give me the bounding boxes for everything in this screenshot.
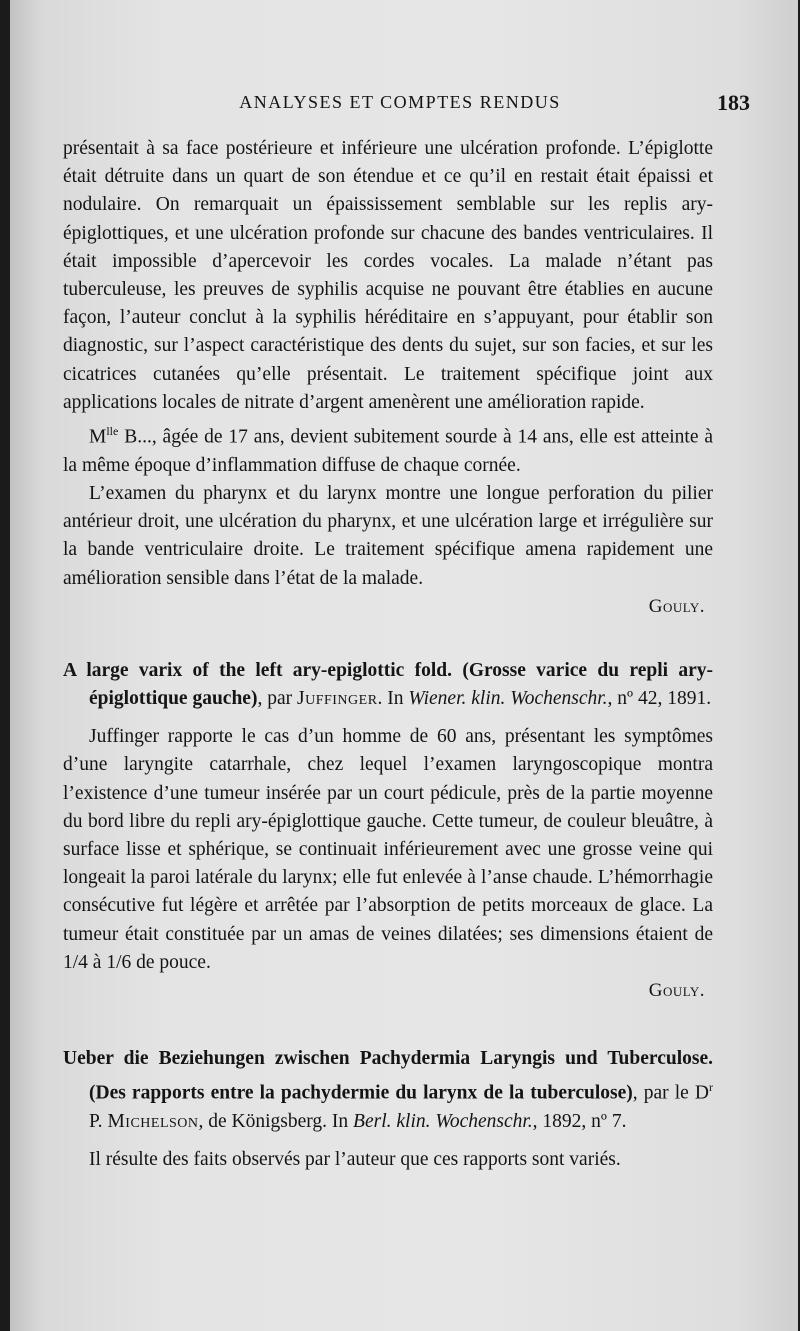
running-head bbox=[50, 90, 750, 120]
article-author: Juffinger bbox=[297, 687, 378, 709]
paragraph-case-2 bbox=[63, 417, 713, 480]
paragraph-continued: présentait à sa face postérieure et inférieure une ulcération profonde. L’épiglotte était détruite dans un quart de son étendue et ce qu’il en restait était épaissi et nodulaire. On remarquait un épaississement semblable sur les replis ary-épiglottiques, et une ulcération profonde sur chacune des bandes ventriculaires. Il était impossible d’apercevoir les cordes vocales. La malade n’étant pas tuberculeuse, les preuves de syphilis acquise ne pouvant être établies en aucune façon, l’auteur conclut à la syphilis héréditaire en s’appuyant, pour établir son diagnostic, sur l’aspect caractéristique des dents du sujet, sur son facies, et sur les cicatrices cutanées qu’elle présentait. Le traitement spécifique joint aux applications locales de nitrate d’argent amenèrent une amélioration rapide. bbox=[63, 138, 713, 413]
paragraph-michelson: Il résulte des faits observés par l’auteur que ces rapports sont variés. bbox=[89, 1149, 621, 1171]
journal-reference: , nº 42, 1891. bbox=[607, 687, 712, 709]
article-title: Ueber die Beziehungen zwischen Pachydermia Laryngis und Tuberculose. (Des rapports entre la pachydermie du larynx de la tuberculose) bbox=[63, 1047, 713, 1104]
heading-text: . In bbox=[377, 687, 409, 709]
article-heading-1 bbox=[63, 657, 713, 713]
heading-text: , par bbox=[257, 687, 297, 709]
heading-text: P. bbox=[89, 1110, 108, 1132]
running-title: ANALYSES ET COMPTES RENDUS bbox=[239, 92, 561, 112]
paragraph-text: B..., âgée de 17 ans, devient subitement sourde à 14 ans, elle est atteinte à la même époque d’inflammation diffuse de chaque cornée. bbox=[63, 426, 713, 476]
page-number: 183 bbox=[717, 90, 750, 115]
author-signature-1: Gouly. bbox=[648, 595, 705, 617]
article-heading-2 bbox=[63, 1045, 713, 1136]
paragraph-examination: L’examen du pharynx et du larynx montre une longue perforation du pilier antérieur droit, une ulcération du pharynx, et une ulcération large et irrégulière sur la bande ventriculaire droite. Le traitement spécifique amena rapidement une amélioration sensible dans l’état de la malade. bbox=[63, 482, 713, 589]
heading-text: , par le D bbox=[632, 1082, 709, 1104]
honorific: M bbox=[89, 426, 107, 448]
article-author: Michelson bbox=[107, 1110, 199, 1132]
journal-name: Berl. klin. Wochenschr. bbox=[353, 1110, 533, 1132]
journal-name: Wiener. klin. Wochenschr. bbox=[408, 687, 608, 709]
page-body bbox=[63, 135, 713, 1174]
paragraph-juffinger: Juffinger rapporte le cas d’un homme de 60 ans, présentant les symptômes d’une laryngite catarrhale, chez lequel l’examen laryngoscopique montra l’existence d’une tumeur insérée par un court pédicule, près de la partie moyenne du bord libre du repli ary-épiglottique gauche. Cette tumeur, de couleur bleuâtre, à surface lisse et sphérique, se continuait inférieurement avec une grosse veine qui longeait la paroi latérale du larynx; elle fut enlevée à l’anse chaude. L’hémorrhagie consécutive fut légère et arrêtée par l’absorption de petits morceaux de glace. La tumeur était constituée par un amas de veines dilatées; ses dimensions étaient de 1/4 à 1/6 de pouce. bbox=[63, 726, 713, 973]
journal-reference: , 1892, nº 7. bbox=[532, 1110, 627, 1132]
heading-text: , de Königsberg. In bbox=[198, 1110, 354, 1132]
book-page bbox=[10, 0, 798, 1331]
article-title: A large varix of the left ary-epiglottic fold. (Grosse varice du repli ary-épiglottique gauche) bbox=[63, 659, 713, 709]
honorific-superscript: lle bbox=[106, 424, 119, 439]
title-superscript: r bbox=[708, 1080, 713, 1095]
author-signature-2: Gouly. bbox=[648, 979, 705, 1001]
